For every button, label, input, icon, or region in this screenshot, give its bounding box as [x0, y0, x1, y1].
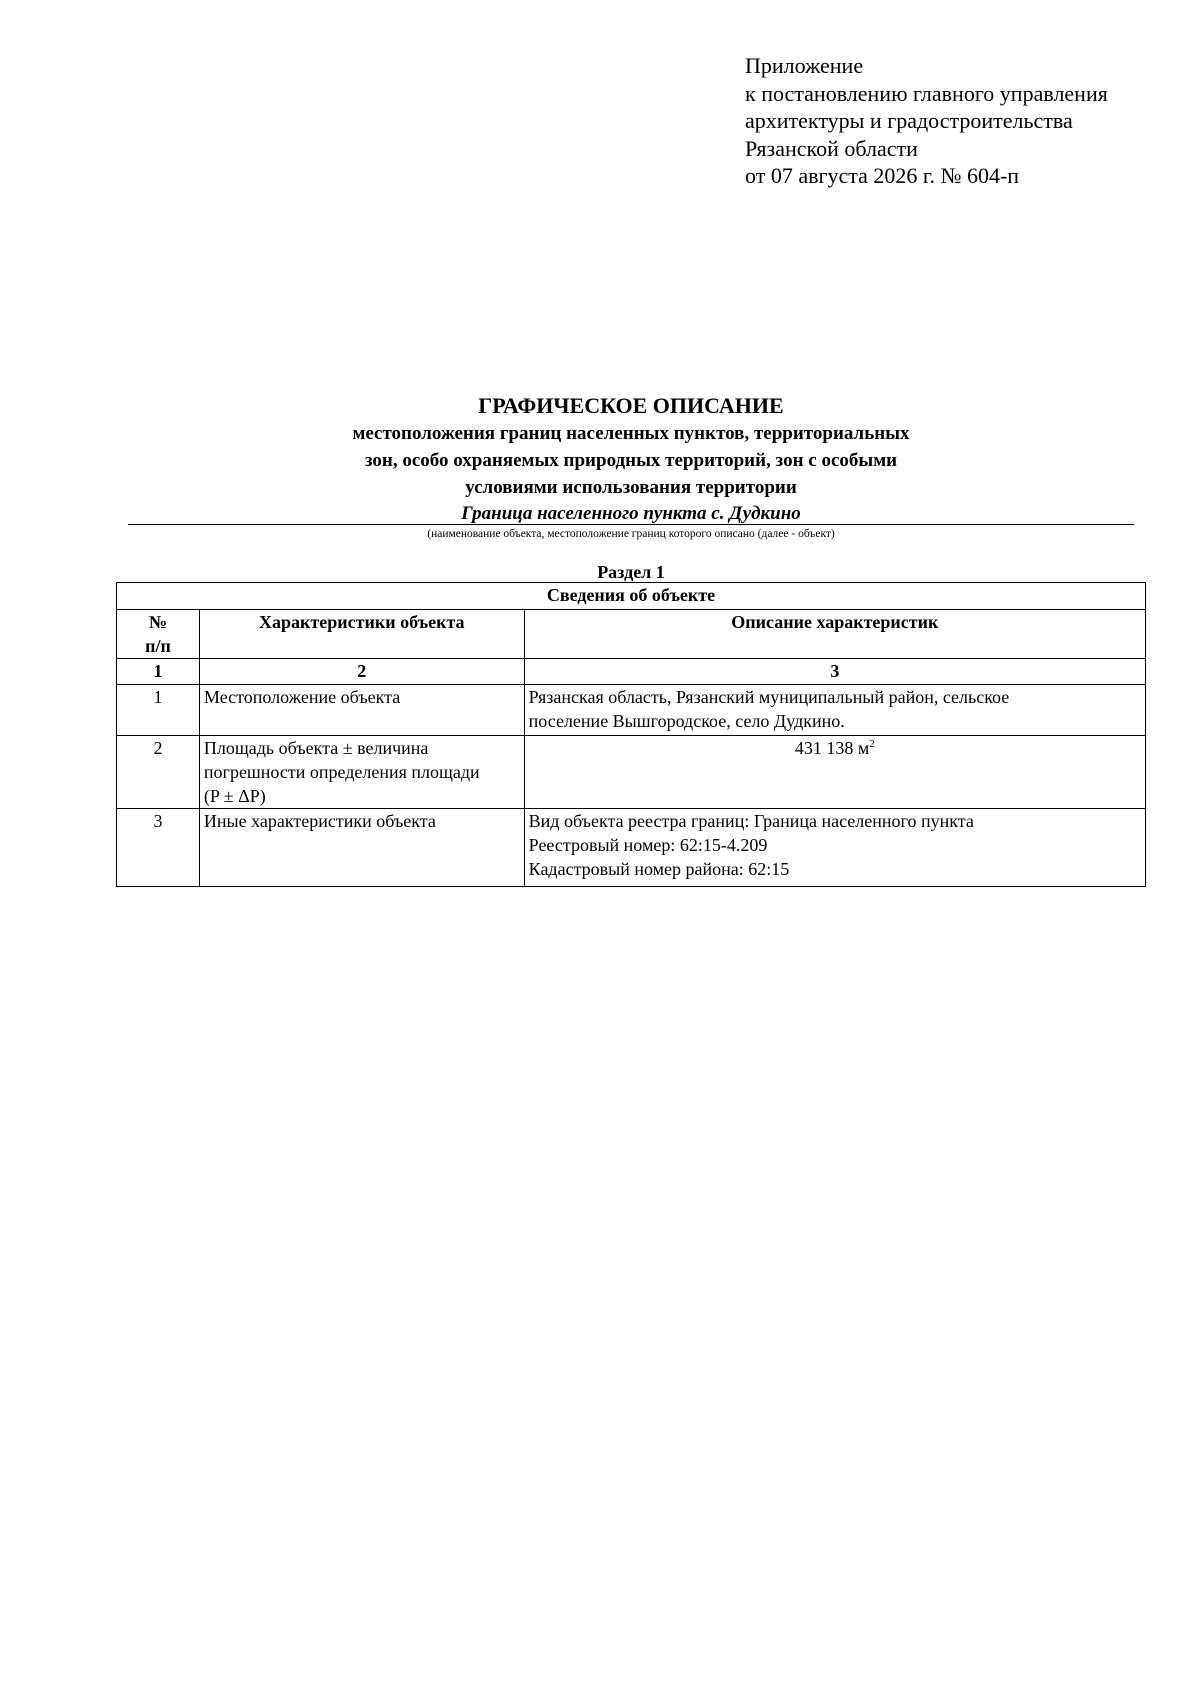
document-subtitle-line: зон, особо охраняемых природных территорий, зон с особыми [364, 450, 898, 471]
column-number: 3 [524, 659, 1145, 685]
column-number: 1 [117, 659, 200, 685]
row-description [524, 809, 1145, 887]
cell-line: Вид объекта реестра границ: Граница населенного пункта [528, 811, 974, 831]
area-value: 431 138 м [794, 738, 870, 758]
row-number: 1 [117, 685, 200, 736]
row-number: 3 [117, 809, 200, 887]
cell-line: Рязанская область, Рязанский муниципальный район, сельское [528, 687, 1010, 707]
column-number-row [117, 659, 1146, 685]
appendix-line: к постановлению главного управления [745, 80, 1108, 106]
row-description [524, 736, 1145, 809]
object-name-underline [128, 524, 1134, 525]
header-description: Описание характеристик [524, 610, 1145, 659]
table-caption-row [117, 583, 1146, 610]
header-characteristic: Характеристики объекта [199, 610, 524, 659]
cell-line: погрешности определения площади [203, 762, 480, 782]
appendix-line: Приложение [745, 53, 864, 78]
column-number: 2 [199, 659, 524, 685]
table-row [117, 736, 1146, 809]
row-characteristic [199, 809, 524, 887]
document-title: ГРАФИЧЕСКОЕ ОПИСАНИЕ [478, 393, 784, 418]
cell-line: Местоположение объекта [203, 687, 401, 707]
table-caption: Сведения об объекте [117, 583, 1146, 610]
document-subtitle-line: местоположения границ населенных пунктов, территориальных [352, 423, 910, 444]
object-info-table [116, 582, 1146, 887]
section-title: Раздел 1 [597, 562, 665, 582]
cell-line: Иные характеристики объекта [203, 811, 436, 831]
object-name: Граница населенного пункта с. Дудкино [461, 503, 801, 524]
row-characteristic [199, 736, 524, 809]
row-number: 2 [117, 736, 200, 809]
appendix-note [745, 52, 1108, 190]
row-characteristic [199, 685, 524, 736]
cell-line: Площадь объекта ± величина [203, 738, 429, 758]
row-description [524, 685, 1145, 736]
object-name-caption: (наименование объекта, местоположение границ которого описано (далее - объект) [427, 528, 835, 540]
table-row [117, 809, 1146, 887]
header-num-line: п/п [145, 636, 171, 656]
area-unit-superscript: 2 [869, 738, 875, 750]
table-header-row [117, 610, 1146, 659]
appendix-date-line: от 07 августа 2026 г. № 604-п [745, 163, 1020, 188]
header-num-line: № [148, 612, 167, 632]
appendix-line: архитектуры и градостроительства [745, 108, 1073, 133]
document-subtitle-line: условиями использования территории [465, 477, 797, 498]
cell-line: поселение Вышгородское, село Дудкино. [528, 711, 845, 731]
header-num [117, 610, 200, 659]
table-row [117, 685, 1146, 736]
appendix-line: Рязанской области [745, 135, 918, 161]
cell-line: Кадастровый номер района: 62:15 [528, 859, 790, 879]
cell-line: (P ± ΔP) [203, 786, 266, 806]
cell-line: Реестровый номер: 62:15-4.209 [528, 835, 768, 855]
document-title-block [128, 392, 1134, 527]
